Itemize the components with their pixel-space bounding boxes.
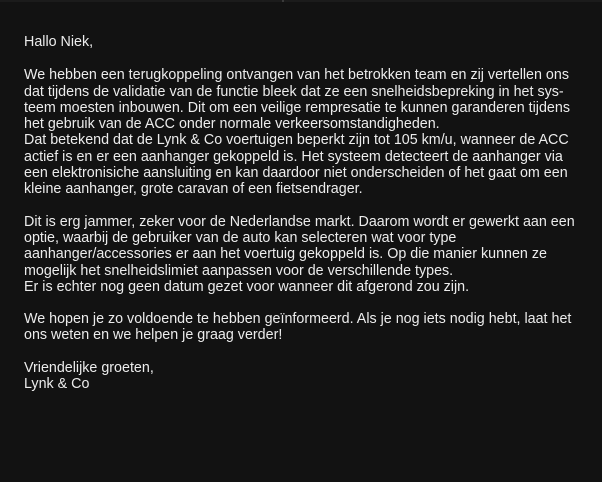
email-greeting: Hallo Niek, bbox=[24, 34, 94, 50]
email-paragraph-development: Dit is erg jammer, zeker voor de Nederlandse markt. Daarom wordt er gewerkt aan een optie, waarbij de gebruiker van de auto kan selecteren wat voor type aanhanger/accessories er aan het voertuig gekoppeld is. Op die manier kunnen ze mogelijk het snelheidslimiet aanpassen voor de verschillende types. Er is echter nog geen datum gezet voor wanneer dit afgerond zou zijn. bbox=[24, 213, 575, 295]
top-edge bbox=[0, 0, 602, 2]
email-paragraph-explanation: We hebben een terugkoppeling ontvangen van het betrokken team en zij vertellen ons dat tijdens de validatie van de functie bleek dat ze een snelheidsbepreking in het sys- teem moesten inbouwen. Dit om een veilige rempresatie te kunnen garanderen tijdens het gebruik van de ACC onder normale verkeersomstandigheden. Dat betekend dat de Lynk & Co voertuigen beperkt zijn tot 105 km/u, wanneer de ACC actief is en er een aanhanger gekoppeld is. Het systeem detecteert de aanhanger via een elektronisiche aansluiting en kan daardoor niet onderscheiden of het gaat om een kleine aanhanger, grote caravan of een fietsendrager. bbox=[24, 67, 570, 198]
email-signature: Lynk & Co bbox=[24, 376, 90, 393]
email-message-body bbox=[24, 34, 580, 392]
top-edge-marker bbox=[282, 0, 284, 2]
email-closing: Vriendelijke groeten, bbox=[24, 359, 154, 376]
email-paragraph-closing-remark: We hopen je zo voldoende te hebben geïnformeerd. Als je nog iets nodig hebt, laat het ons weten en we helpen je graag verder! bbox=[24, 311, 572, 344]
